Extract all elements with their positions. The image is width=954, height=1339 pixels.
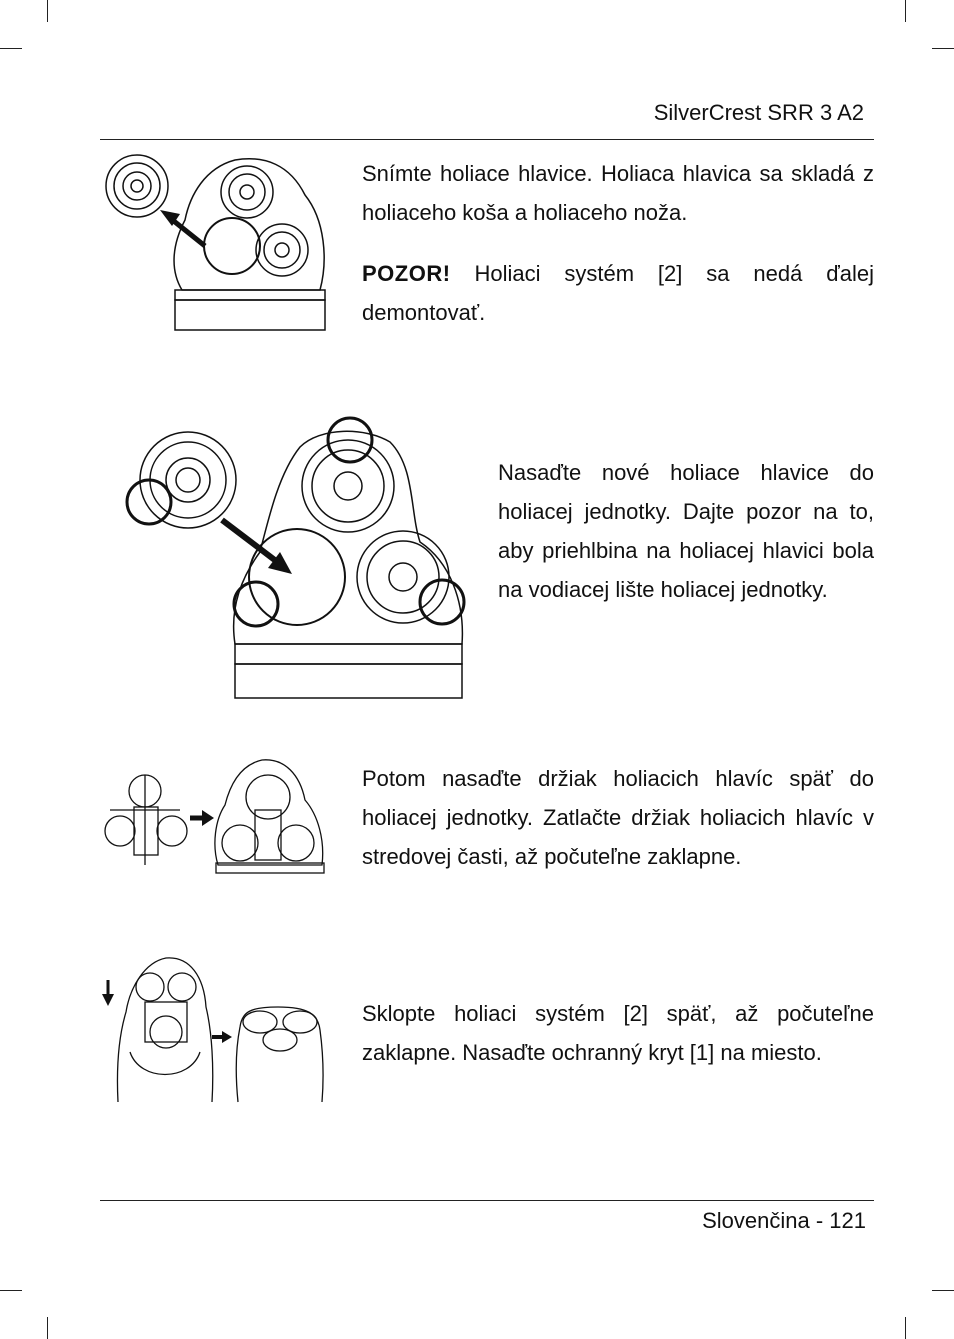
crop-mark [932, 1290, 954, 1291]
footer-rule [100, 1200, 874, 1201]
figure-insert-heads [120, 412, 470, 702]
crop-mark [905, 0, 906, 22]
crop-mark [932, 48, 954, 49]
crop-mark [905, 1317, 906, 1339]
figure-fold-system [100, 952, 330, 1107]
header-title: SilverCrest SRR 3 A2 [653, 100, 864, 125]
warning-label: POZOR! [362, 261, 451, 286]
crop-mark [0, 1290, 22, 1291]
page-number: 121 [829, 1208, 866, 1233]
figure-remove-heads [100, 150, 330, 335]
step-3-text: Potom nasaďte držiak holiacich hlavíc späť do holiacej jednotky. Zatlačte držiak holiacich hlavíc v stredovej časti, až počuteľne zaklapne. [362, 766, 874, 869]
figure-insert-holder [100, 755, 330, 877]
crop-mark [47, 0, 48, 22]
footer-language: Slovenčina [702, 1208, 810, 1233]
step-1-text: Snímte holiace hlavice. Holiaca hlavica sa skladá z holiaceho koša a holiaceho noža. [362, 161, 874, 225]
step-4-text: Sklopte holiaci systém [2] späť, až počuteľne zaklapne. Nasaďte ochranný kryt [1] na miesto. [362, 1001, 874, 1065]
step-2-text: Nasaďte nové holiace hlavice do holiacej jednotky. Dajte pozor na to, aby priehlbina na holiacej hlavici bola na vodiacej lište holiacej jednotky. [498, 460, 874, 602]
header-rule [100, 139, 874, 140]
crop-mark [47, 1317, 48, 1339]
footer-separator: - [809, 1208, 830, 1233]
page-footer [702, 1208, 866, 1234]
step-1-warning [362, 254, 874, 332]
warning-text: Holiaci systém [2] sa nedá ďalej demontovať. [362, 261, 874, 325]
crop-mark [0, 48, 22, 49]
